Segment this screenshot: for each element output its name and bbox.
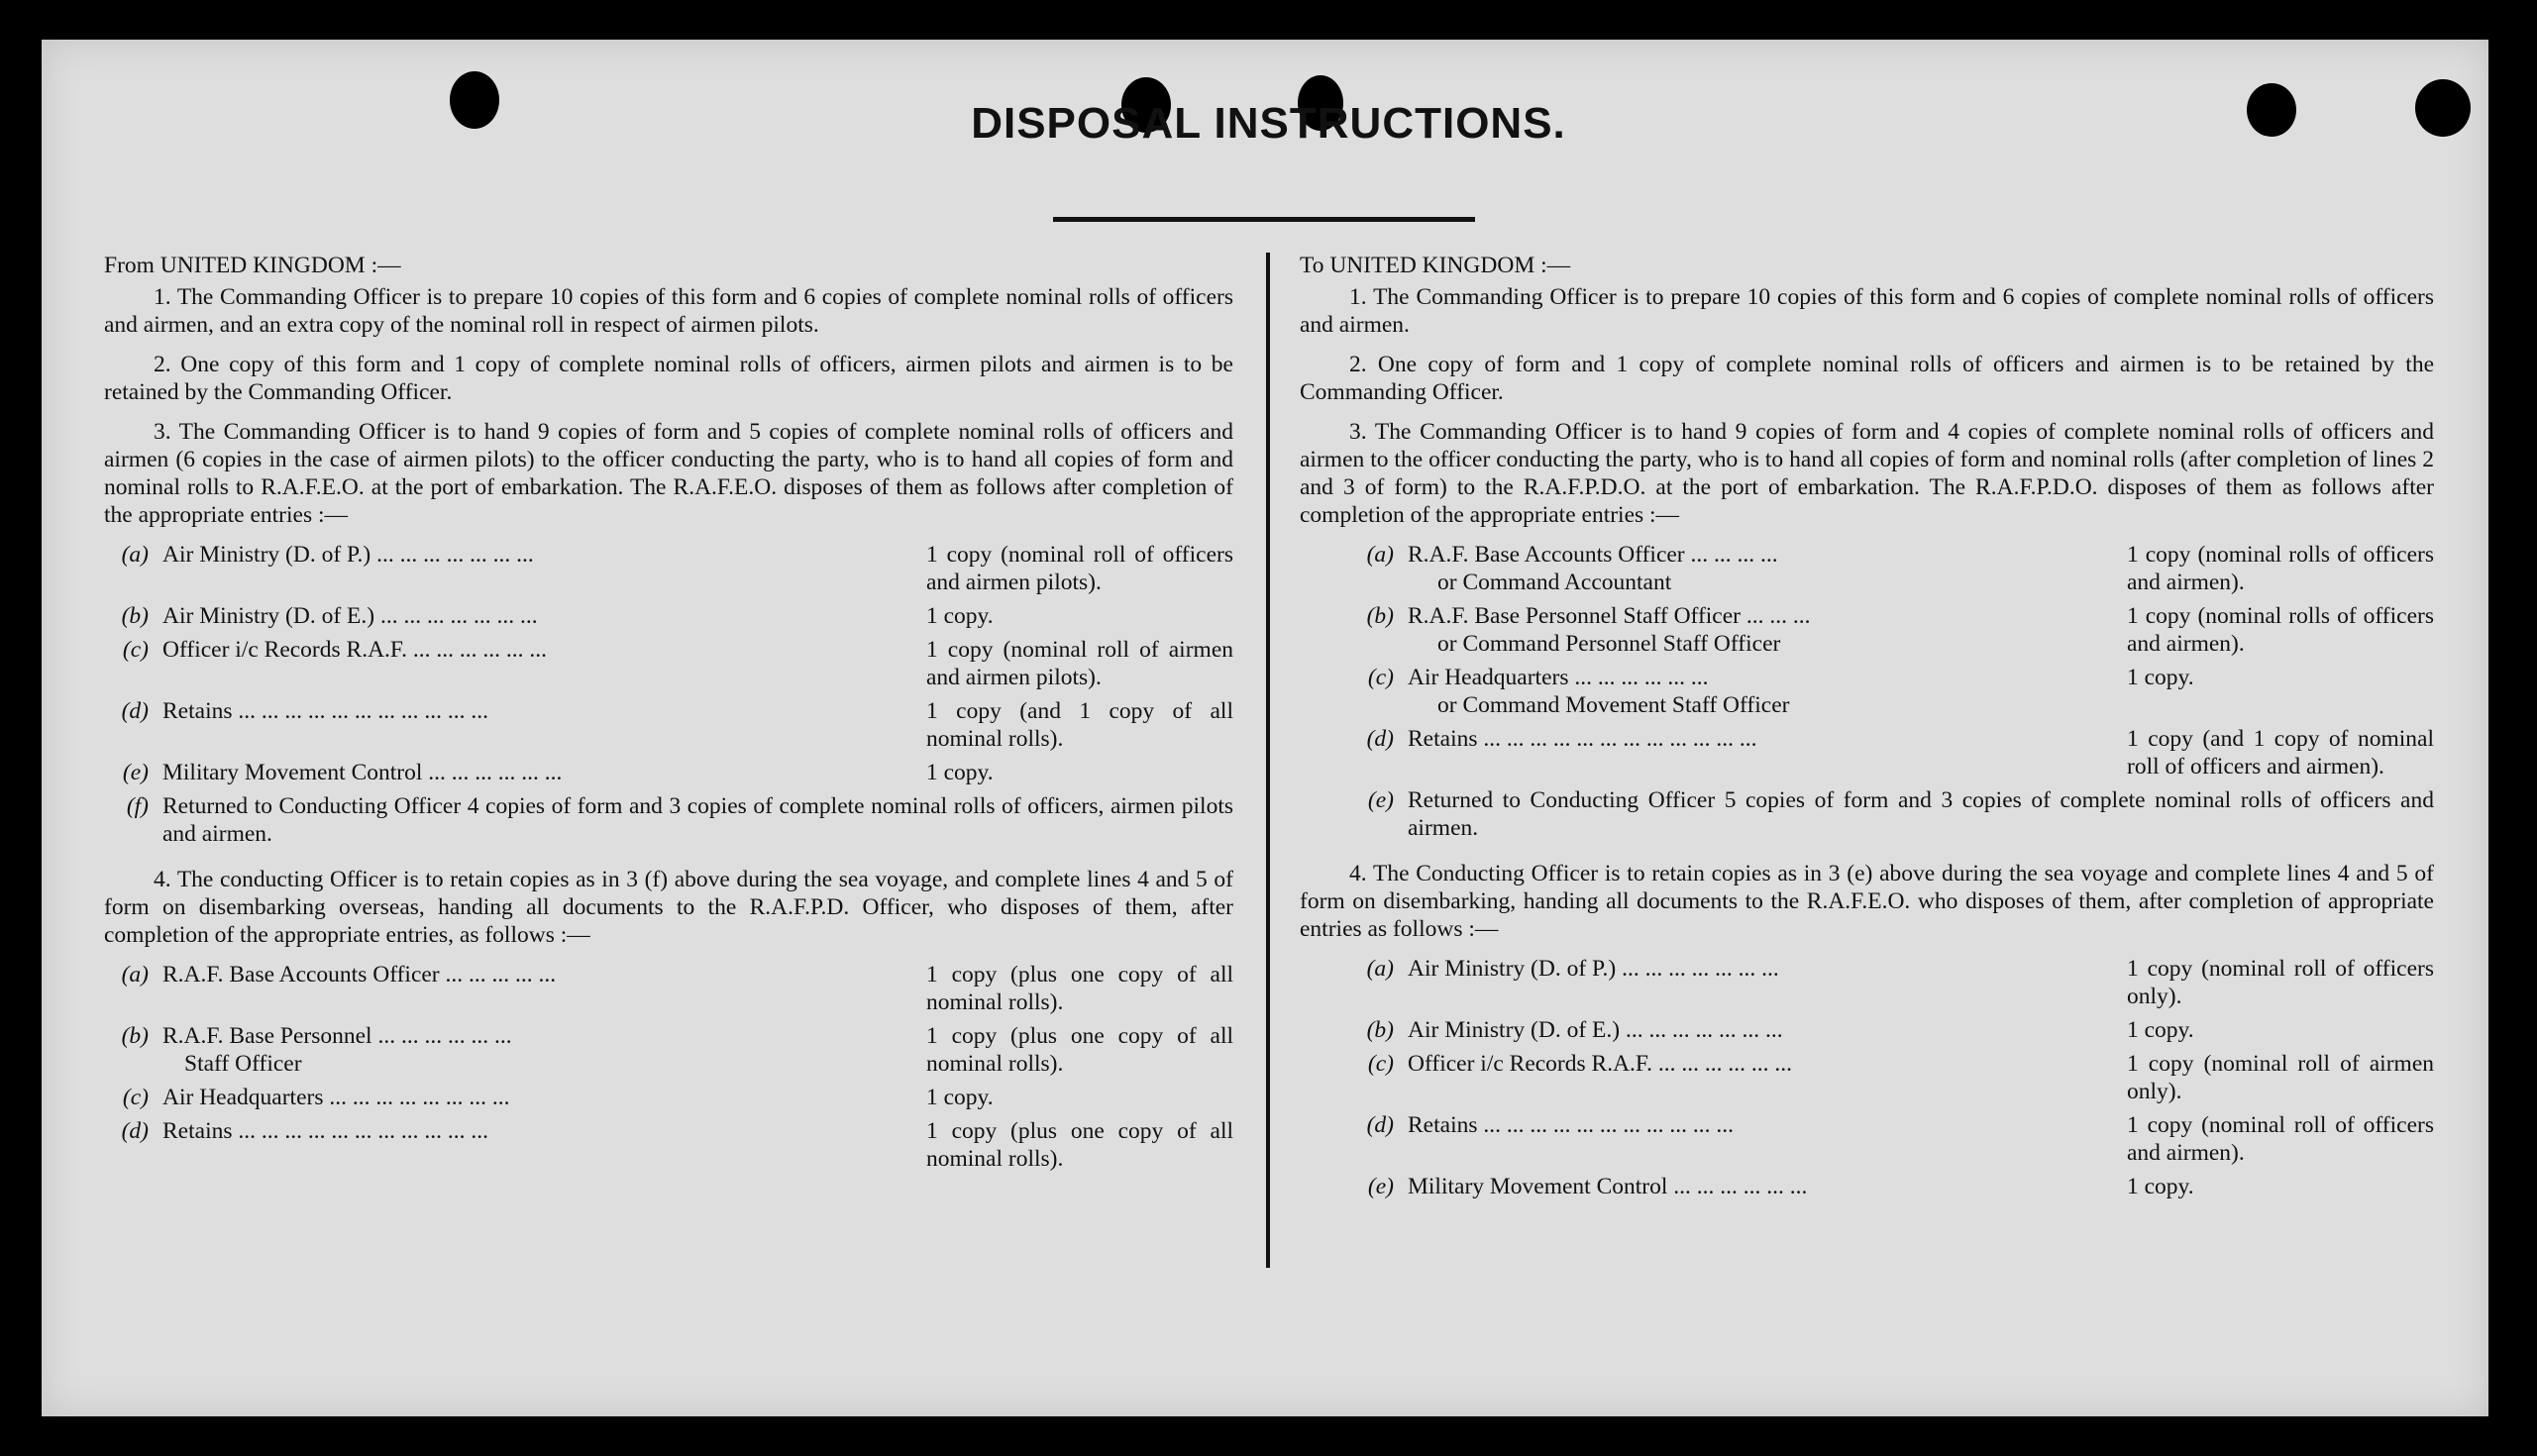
list-item: (a) R.A.F. Base Accounts Officer ... ... ... ... ... 1 copy (plus one copy of all nominal rolls).	[121, 962, 1233, 1015]
page-title: DISPOSAL INSTRUCTIONS.	[971, 99, 1566, 148]
list-item: (d) Retains ... ... ... ... ... ... ... ... ... ... ... 1 copy (plus one copy of all nominal rolls).	[121, 1118, 1233, 1172]
list-item: (d) Retains ... ... ... ... ... ... ... ... ... ... ... 1 copy (nominal roll of officers and airmen).	[1366, 1112, 2434, 1166]
list-item: (d) Retains ... ... ... ... ... ... ... ... ... ... ... ... 1 copy (and 1 copy of nominal roll of officers and airmen).	[1366, 726, 2434, 780]
left-para-3: 3. The Commanding Officer is to hand 9 copies of form and 5 copies of complete nominal rolls of officers and airmen (6 copies in the case of airmen pilots) to the officer conducting the party, who is to hand all copies of form and nominal rolls to R.A.F.E.O. at the port of embarkation. The R.A.F.E.O. disposes of them as follows after completion of the appropriate entries :—	[104, 419, 1233, 528]
column-divider	[1266, 253, 1270, 1268]
list-item: (e) Military Movement Control ... ... ... ... ... ... 1 copy.	[122, 760, 994, 785]
left-para-1: 1. The Commanding Officer is to prepare 10 copies of this form and 6 copies of complete nominal rolls of officers and airmen, and an extra copy of the nominal roll in respect of airmen pilots.	[104, 284, 1233, 338]
left-list-3	[104, 541, 1233, 848]
list-item: (b) R.A.F. Base Personnel Staff Officer ... ... ... or Command Personnel Staff Officer 1 copy (nominal rolls of officers and airmen).	[1366, 603, 2434, 657]
right-para-2: 2. One copy of form and 1 copy of complete nominal rolls of officers and airmen is to be retained by the Commanding Officer.	[1300, 352, 2434, 405]
list-item: (c) Officer i/c Records R.A.F. ... ... ... ... ... ... 1 copy (nominal roll of airmen and airmen pilots).	[122, 637, 1233, 690]
right-column	[1300, 252, 2434, 1218]
right-list-4	[1300, 955, 2434, 1200]
right-list-3	[1300, 541, 2434, 842]
list-item: (c) Air Headquarters ... ... ... ... ... ... or Command Movement Staff Officer 1 copy.	[1367, 665, 2194, 718]
list-item: (c) Air Headquarters ... ... ... ... ... ... ... ... 1 copy.	[122, 1085, 994, 1110]
title-underline	[1053, 217, 1475, 222]
left-para-2: 2. One copy of this form and 1 copy of complete nominal rolls of officers, airmen pilots and airmen is to be retained by the Commanding Officer.	[104, 352, 1233, 405]
list-item: (e) Returned to Conducting Officer 5 copies of form and 3 copies of complete nominal rolls of officers and airmen.	[1367, 787, 2434, 841]
right-para-3: 3. The Commanding Officer is to hand 9 copies of form and 4 copies of complete nominal rolls of officers and airmen to the officer conducting the party, who is to hand all copies of form and nominal rolls (after completion of lines 2 and 3 of form) to the R.A.F.P.D.O. at the port of embarkation. The R.A.F.P.D.O. disposes of them as follows after completion of the appropriate entries :—	[1300, 419, 2434, 528]
list-item: (b) R.A.F. Base Personnel ... ... ... ... ... ... Staff Officer 1 copy (plus one copy of all nominal rolls).	[121, 1023, 1233, 1077]
list-item: (a) Air Ministry (D. of P.) ... ... ... ... ... ... ... 1 copy (nominal roll of officers only).	[1366, 956, 2434, 1009]
list-item: (b) Air Ministry (D. of E.) ... ... ... ... ... ... ... 1 copy.	[121, 603, 994, 629]
list-item: (a) Air Ministry (D. of P.) ... ... ... ... ... ... ... 1 copy (nominal roll of officers and airmen pilots).	[121, 542, 1233, 595]
list-item: (f) Returned to Conducting Officer 4 copies of form and 3 copies of complete nominal rolls of officers, airmen pilots and airmen.	[126, 793, 1233, 847]
right-para-4: 4. The Conducting Officer is to retain copies as in 3 (e) above during the sea voyage and complete lines 4 and 5 of form on disembarking, handing all documents to the R.A.F.E.O. who disposes of them, after completion of appropriate entries as follows :—	[1300, 861, 2434, 942]
list-item: (c) Officer i/c Records R.A.F. ... ... ... ... ... ... 1 copy (nominal roll of airmen only).	[1367, 1051, 2434, 1104]
list-item: (d) Retains ... ... ... ... ... ... ... ... ... ... ... 1 copy (and 1 copy of all nominal rolls).	[121, 698, 1233, 752]
left-column	[104, 252, 1233, 1191]
left-list-4	[104, 961, 1233, 1173]
right-heading: To UNITED KINGDOM :—	[1300, 253, 1571, 278]
left-para-4: 4. The conducting Officer is to retain copies as in 3 (f) above during the sea voyage, and complete lines 4 and 5 of form on disembarking overseas, handing all documents to the R.A.F.P.D. Officer, who disposes of them, after completion of the appropriate entries, as follows :—	[104, 867, 1233, 948]
list-item: (e) Military Movement Control ... ... ... ... ... ... 1 copy.	[1367, 1174, 2194, 1199]
left-heading: From UNITED KINGDOM :—	[104, 253, 401, 278]
right-para-1: 1. The Commanding Officer is to prepare 10 copies of this form and 6 copies of complete nominal rolls of officers and airmen.	[1300, 284, 2434, 338]
list-item: (b) Air Ministry (D. of E.) ... ... ... ... ... ... ... 1 copy.	[1366, 1017, 2194, 1043]
list-item: (a) R.A.F. Base Accounts Officer ... ... ... ... or Command Accountant 1 copy (nominal rolls of officers and airmen).	[1366, 542, 2434, 595]
